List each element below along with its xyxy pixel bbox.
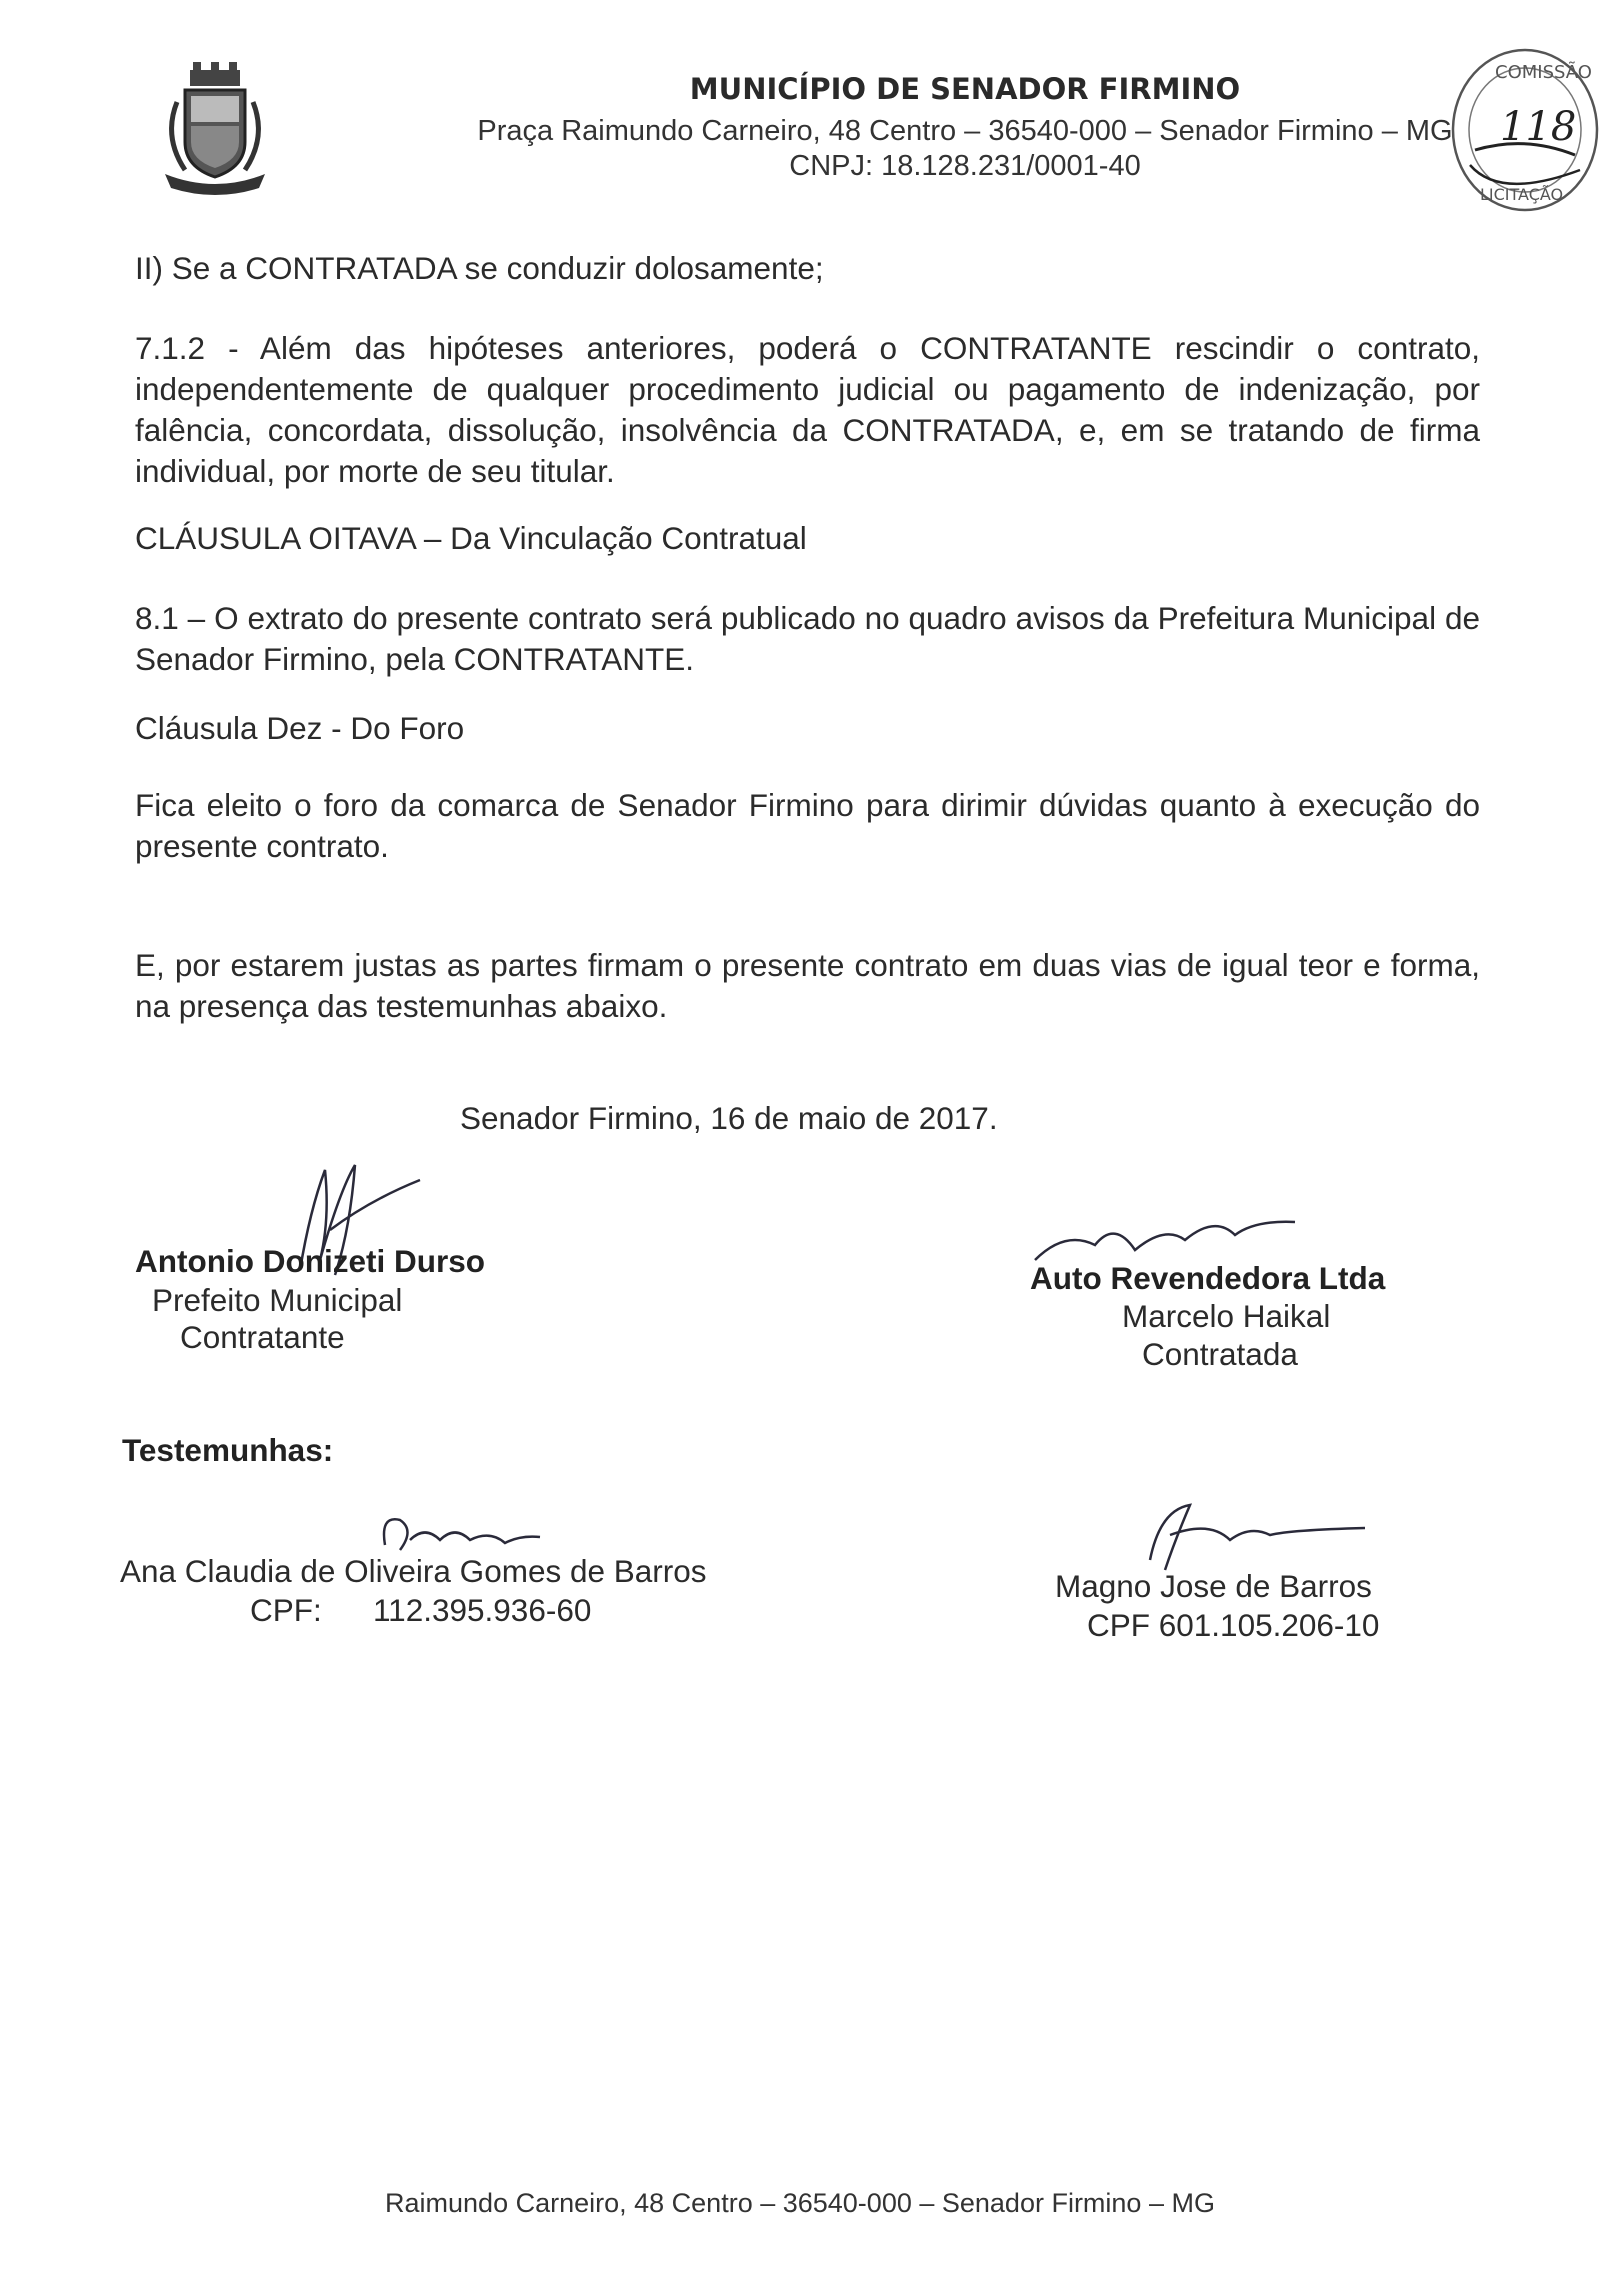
stamp-top-text: COMISSÃO [1495, 62, 1592, 83]
clause-7-1-2: 7.1.2 - Além das hipóteses anteriores, poderá o CONTRATANTE rescindir o contrato, independentemente de qualquer procedimento judicial ou pagamento de indenização, por falência, concordata, dissolução, insolvência da CONTRATADA, e, em se tratando de firma individual, por morte de seu titular. [135, 330, 1480, 489]
header-cnpj: CNPJ: 18.128.231/0001-40 [789, 150, 1141, 182]
contratada-label: Contratada [1142, 1336, 1298, 1372]
signing-date: Senador Firmino, 16 de maio de 2017. [460, 1100, 998, 1136]
clause-eight-heading: CLÁUSULA OITAVA – Da Vinculação Contratual [135, 520, 807, 556]
municipality-title: MUNICÍPIO DE SENADOR FIRMINO [689, 72, 1241, 106]
stamp-page-number: 118 [1500, 104, 1577, 150]
witness-right-signature [1120, 1490, 1370, 1580]
witness-right-cpf: CPF 601.105.206-10 [1087, 1607, 1380, 1643]
contractor-representative: Marcelo Haikal [1122, 1298, 1331, 1334]
witnesses-heading: Testemunhas: [122, 1432, 334, 1468]
witness-right-name: Magno Jose de Barros [1055, 1568, 1372, 1604]
witness-left-cpf: 112.395.936-60 [373, 1592, 592, 1628]
witness-left-name: Ana Claudia de Oliveira Gomes de Barros [120, 1553, 707, 1589]
closing-paragraph: E, por estarem justas as partes firmam o presente contrato em duas vias de igual teor e forma, na presença das testemunhas abaixo. [135, 947, 1480, 1024]
contratante-label: Contratante [180, 1319, 345, 1355]
mayor-name: Antonio Donizeti Durso [135, 1243, 485, 1279]
clause-ii: II) Se a CONTRATADA se conduzir dolosamente; [135, 250, 824, 286]
forum-clause: Fica eleito o foro da comarca de Senador Firmino para dirimir dúvidas quanto à execução do presente contrato. [135, 787, 1480, 864]
contractor-name: Auto Revendedora Ltda [1030, 1260, 1386, 1296]
mayor-role: Prefeito Municipal [152, 1282, 403, 1318]
witness-left-cpf-label: CPF: [250, 1592, 322, 1628]
header-address: Praça Raimundo Carneiro, 48 Centro – 36540-000 – Senador Firmino – MG [477, 115, 1453, 147]
stamp-bottom-text: LICITAÇÃO [1480, 185, 1564, 204]
footer-address: Raimundo Carneiro, 48 Centro – 36540-000 – Senador Firmino – MG [385, 2188, 1215, 2218]
clause-ten-heading: Cláusula Dez - Do Foro [135, 710, 465, 746]
commission-stamp [1440, 40, 1600, 220]
clause-8-1: 8.1 – O extrato do presente contrato será publicado no quadro avisos da Prefeitura Municipal de Senador Firmino, pela CONTRATANTE. [135, 600, 1480, 677]
